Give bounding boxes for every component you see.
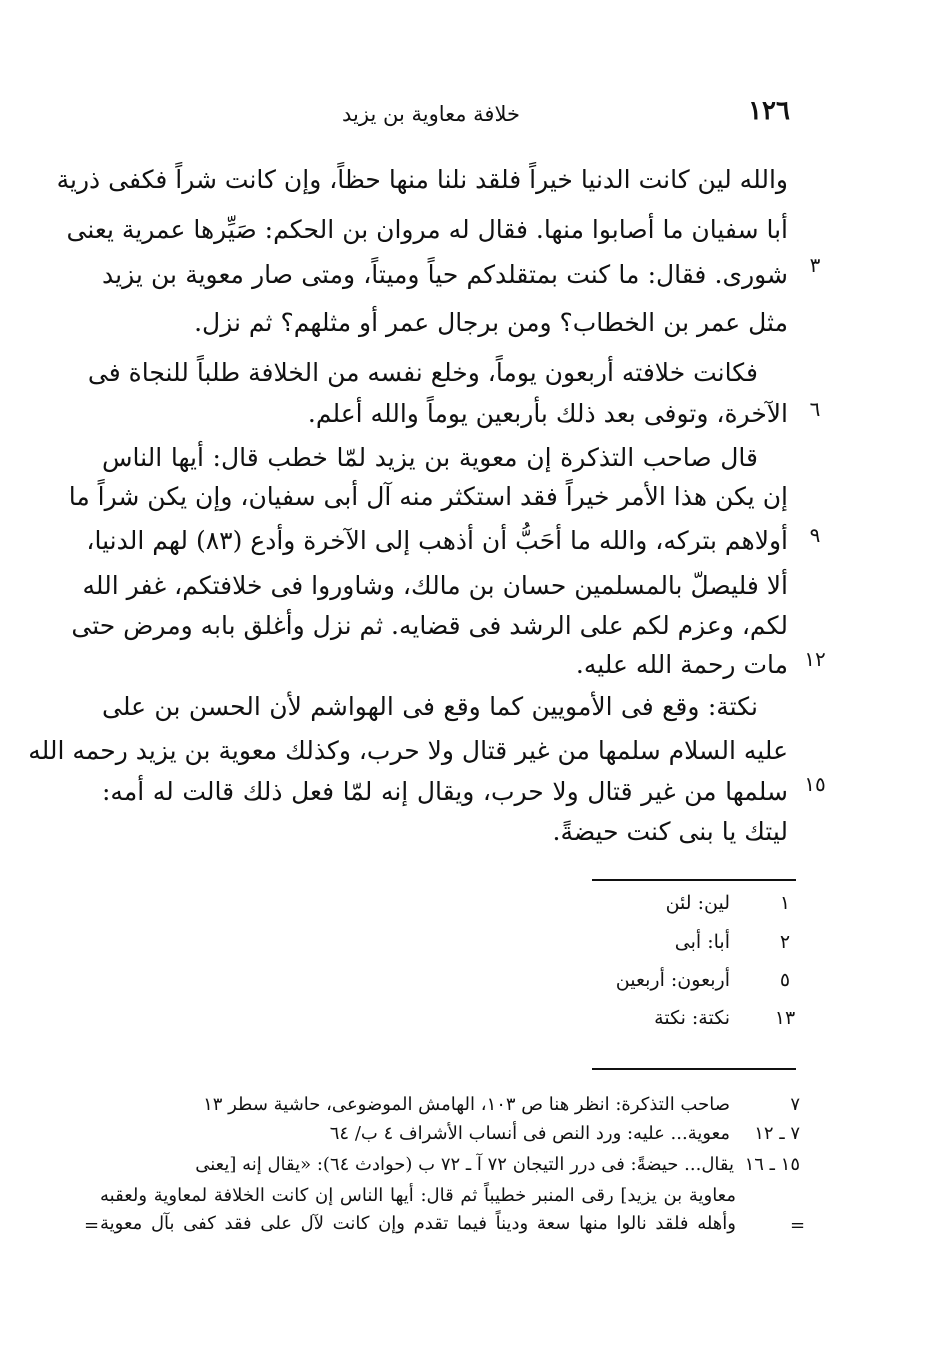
text-line: ألا فليصلّ بالمسلمين حسان بن مالك، وشاوروا فى خلافتكم، غفر الله — [82, 571, 788, 600]
text-line: فكانت خلافته أربعون يوماً، وخلع نفسه من الخلافة طلباً للنجاة فى — [87, 358, 758, 387]
variant-line-number: ١٣ — [774, 1007, 796, 1029]
apparatus-rule — [592, 879, 796, 881]
note-row — [100, 1154, 800, 1184]
note-row — [180, 1123, 800, 1153]
line-number: ١٥ — [804, 772, 826, 796]
note-line-ref: ١٥ ـ ١٦ — [744, 1154, 800, 1175]
text-line: شورى. فقال: ما كنت بمتقلدكم حياً وميتاً، ومتى صار معوية بن يزيد — [102, 260, 788, 289]
note-row — [180, 1094, 800, 1124]
line-number: ٦ — [809, 397, 821, 421]
text-line: نكتة: وقع فى الأمويين كما وقع فى الهواشم لأن الحسن بن على — [102, 692, 758, 721]
variant-text: نكتة: نكتة — [654, 1007, 730, 1029]
note-text: صاحب التذكرة: انظر هنا ص ١٠٣، الهامش الموضوعى، حاشية سطر ١٣ — [203, 1094, 730, 1115]
variant-row — [560, 892, 800, 926]
notes-rule — [592, 1068, 796, 1070]
text-line: إن يكن هذا الأمر خيراً فقد استكثر منه آل أبى سفيان، وإن يكن شراً ما — [68, 482, 788, 511]
text-line: أبا سفيان ما أصابوا منها. فقال له مروان بن الحكم: صَيِّرها عمرية يعنى — [66, 215, 788, 244]
line-number: ١٢ — [804, 647, 826, 671]
text-line: لكم، وعزم لكم على الرشد فى قضايه. ثم نزل وأغلق بابه ومرض حتى — [71, 611, 788, 640]
variant-line-number: ٥ — [779, 969, 791, 991]
text-line: والله لين كانت الدنيا خيراً فلقد نلنا منها حظاً، وإن كانت شراً فكفى ذرية — [56, 165, 788, 194]
variant-row — [560, 1007, 800, 1041]
variant-text: لين: لئن — [665, 892, 730, 914]
text-line: مثل عمر بن الخطاب؟ ومن برجال عمر أو مثلهم؟ ثم نزل. — [194, 308, 788, 337]
variant-row — [560, 931, 800, 965]
text-line: سلمها من غير قتال ولا حرب، ويقال إنه لمّا فعل ذلك قالت له أمه: — [102, 777, 788, 806]
note-text: معوية... عليه: ورد النص فى أنساب الأشراف ٤ ب/ ٦٤ — [329, 1123, 730, 1144]
variant-row — [560, 969, 800, 1003]
page-number: ١٢٦ — [748, 96, 790, 126]
text-line: عليه السلام سلمها من غير قتال ولا حرب، وكذلك معوية بن يزيد رحمه الله — [28, 736, 788, 765]
text-line: مات رحمة الله عليه. — [575, 650, 788, 679]
note-line-ref: ٧ — [790, 1094, 800, 1115]
note-continuation-line: معاوية بن يزيد] رقى المنبر خطيباً ثم قال: أيها الناس إن كانت الخلافة لمعاوية ولعقبه — [100, 1185, 736, 1206]
text-line: الآخرة، وتوفى بعد ذلك بأربعين يوماً والله أعلم. — [307, 399, 788, 428]
variant-text: أربعون: أربعين — [615, 969, 730, 991]
page-header — [100, 96, 790, 136]
text-line: قال صاحب التذكرة إن معوية بن يزيد لمّا خطب قال: أيها الناس — [102, 443, 758, 472]
text-line: أولاهم بتركه، والله ما أحَبُّ أن أذهب إلى الآخرة وأدع (٨٣) لهم الدنيا، — [86, 526, 788, 555]
line-number: ٩ — [809, 523, 821, 547]
text-line: ليتك يا بنى كنت حيضةً. — [552, 817, 788, 846]
continuation-mark: = — [790, 1215, 806, 1236]
running-title: خلافة معاوية بن يزيد — [342, 102, 520, 126]
note-line-ref: ٧ ـ ١٢ — [754, 1123, 800, 1144]
line-number: ٣ — [809, 253, 821, 277]
variant-line-number: ١ — [779, 892, 791, 914]
variant-text: أبا: أبى — [674, 931, 730, 953]
continuation-mark: = — [84, 1215, 100, 1236]
note-text: يقال... حيضةً: فى درر التيجان ٧٢ آ ـ ٧٢ ب (حوادث ٦٤): «يقال إنه [يعنى — [195, 1154, 734, 1175]
note-continuation-line: وأهله فلقد نالوا منها سعة وديناً فيما تقدم وإن كانت لآل على فقد كفى بآل معوية — [100, 1213, 736, 1234]
variant-line-number: ٢ — [779, 931, 791, 953]
